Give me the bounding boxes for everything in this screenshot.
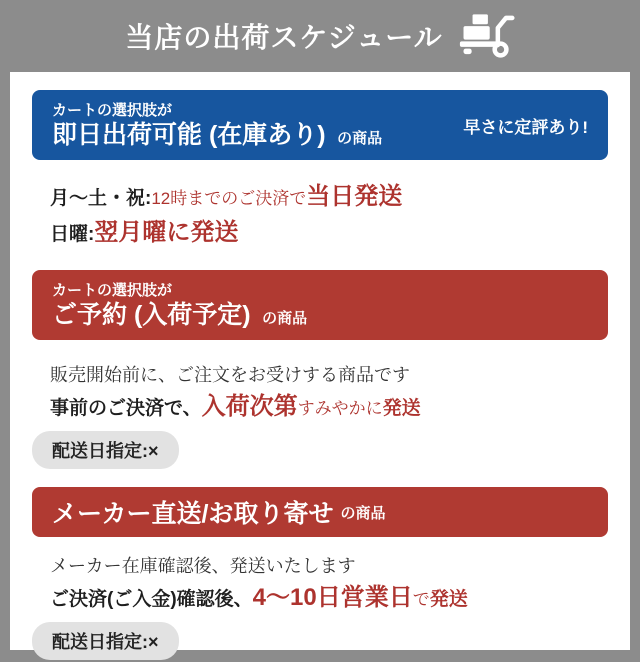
direct-delivery-date-badge: 配送日指定:×	[32, 622, 179, 660]
banner-same-day-text	[52, 101, 382, 150]
banner-preorder-title: ご予約 (入荷予定)	[52, 300, 251, 329]
banner-same-day-note: 早さに定評あり!	[463, 117, 588, 137]
preorder-tail: 発送	[382, 398, 421, 419]
header	[0, 0, 640, 72]
banner-same-day-title: 即日出荷可能 (在庫あり)	[52, 120, 326, 149]
direct-description: メーカー在庫確認後、発送いたします	[50, 556, 356, 576]
content-panel	[10, 72, 630, 650]
preorder-delivery-date-badge: 配送日指定:×	[32, 431, 179, 469]
direct-badge-row	[32, 622, 608, 660]
handcart-icon	[459, 14, 515, 58]
direct-description-row	[50, 551, 608, 583]
preorder-description-row	[50, 360, 608, 392]
same-day-schedule	[50, 180, 608, 252]
direct-schedule	[50, 551, 608, 616]
direct-middle: で	[412, 590, 430, 609]
preorder-schedule	[50, 360, 608, 425]
banner-preorder-title-row	[52, 301, 307, 330]
weekday-condition: 12時までのご決済で	[151, 189, 307, 208]
banner-preorder-suffix: の商品	[262, 309, 308, 327]
direct-tail: 発送	[429, 589, 468, 610]
preorder-description: 販売開始前に、ご注文をお受けする商品です	[50, 365, 410, 385]
direct-shipping-row	[50, 583, 608, 616]
banner-same-day-subtitle: カートの選択肢が	[52, 101, 173, 119]
preorder-shipping-row	[50, 392, 608, 425]
page-title: 当店の出荷スケジュール	[125, 22, 443, 53]
banner-same-day-suffix: の商品	[337, 129, 383, 147]
preorder-condition-label: 事前のご決済で、	[50, 398, 202, 419]
preorder-strong: 入荷次第	[201, 393, 298, 420]
banner-same-day-title-row	[52, 121, 382, 150]
banner-preorder-text	[52, 281, 307, 330]
sunday-result: 翌月曜に発送	[94, 219, 239, 246]
banner-direct-suffix: の商品	[340, 504, 386, 522]
preorder-middle: すみやかに	[297, 399, 383, 418]
weekday-label: 月〜土・祝:	[50, 188, 152, 209]
banner-direct	[32, 487, 608, 537]
banner-direct-title: メーカー直送/お取り寄せ	[52, 500, 334, 528]
same-day-weekday-row	[50, 180, 608, 216]
same-day-sunday-row	[50, 216, 608, 252]
weekday-result: 当日発送	[306, 183, 403, 210]
banner-preorder	[32, 270, 608, 340]
banner-same-day	[32, 90, 608, 160]
sunday-label: 日曜:	[50, 224, 95, 245]
direct-condition-label: ご決済(ご入金)確認後、	[50, 589, 253, 610]
banner-preorder-subtitle: カートの選択肢が	[52, 281, 173, 299]
direct-strong: 4〜10日営業日	[252, 584, 413, 611]
preorder-badge-row	[32, 431, 608, 469]
